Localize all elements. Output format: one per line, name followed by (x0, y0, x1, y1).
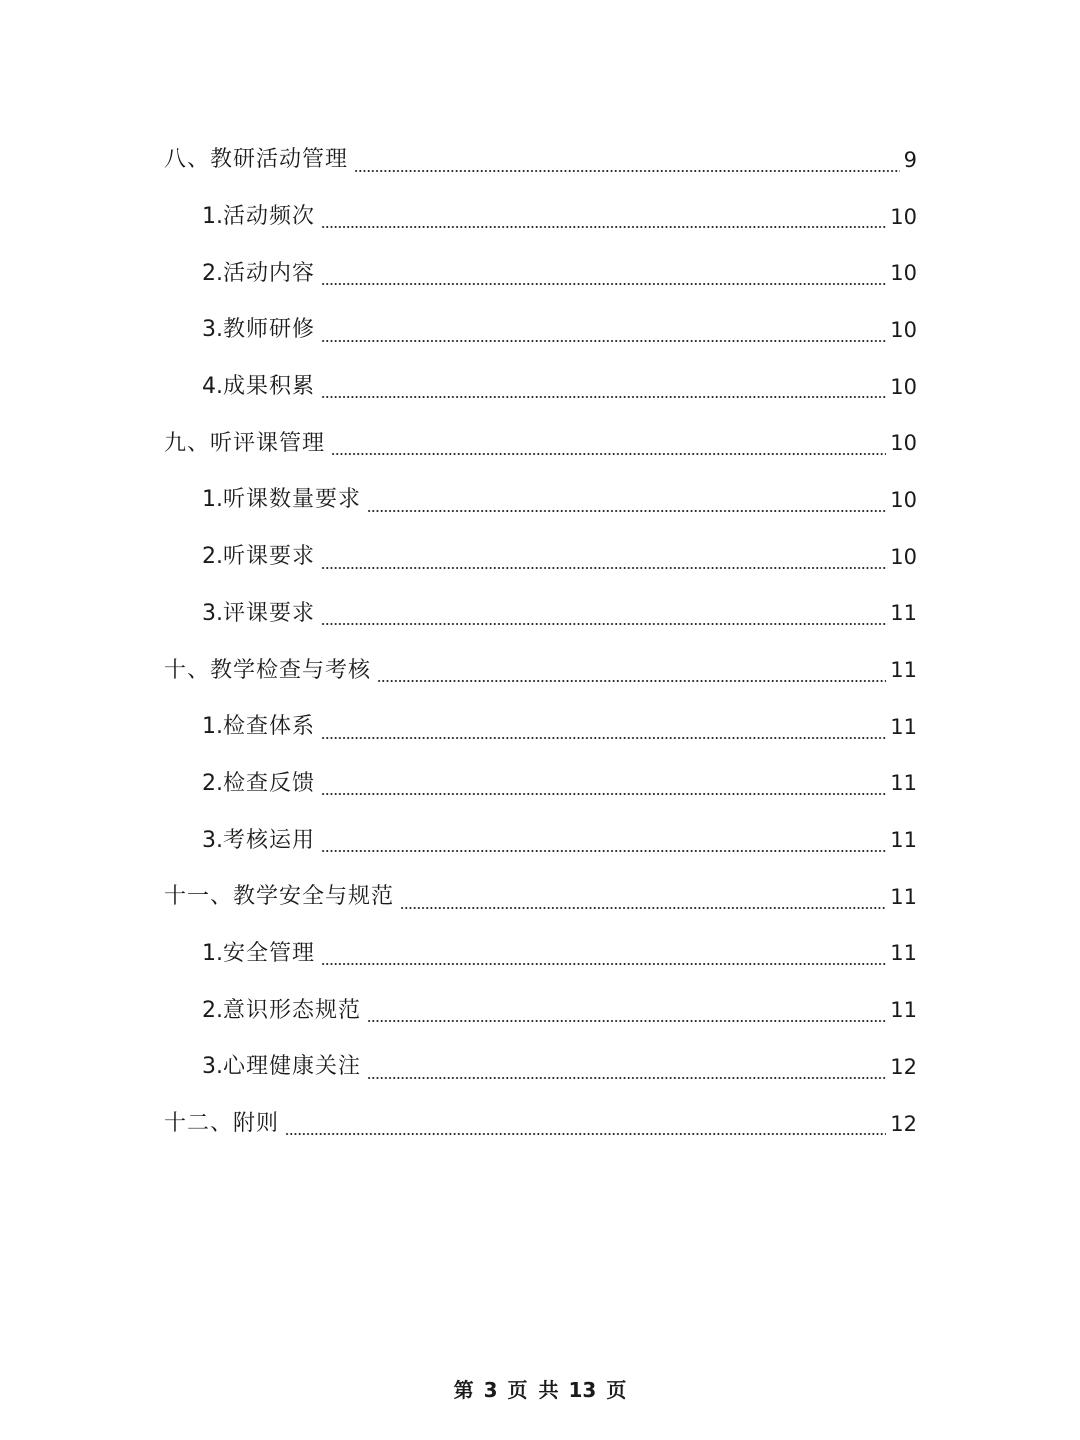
dot-leader (321, 340, 886, 342)
toc-entry-page-number: 11 (890, 884, 917, 909)
toc-entry-number: 2. (202, 997, 223, 1023)
toc-entry-text: 成果积累 (223, 374, 316, 400)
toc-entry-page-number: 10 (890, 261, 917, 286)
toc-entry-number: 2. (202, 770, 223, 796)
toc-entry-text: 十、教学检查与考核 (164, 657, 372, 683)
toc-entry-page-number: 11 (890, 771, 917, 796)
page-footer (0, 1374, 1080, 1403)
dot-leader (321, 226, 886, 228)
toc-entry-page-number: 10 (890, 431, 917, 456)
toc-entry-page-number: 11 (890, 658, 917, 683)
footer-word-ye: 页 (507, 1378, 528, 1402)
toc-entry-page-number: 11 (890, 714, 917, 739)
toc-entry-number: 2. (202, 260, 223, 286)
toc-entry[interactable] (0, 869, 1080, 926)
toc-entry-page-number: 10 (890, 487, 917, 512)
toc-entry[interactable] (0, 529, 1080, 586)
toc-entry-page-number: 10 (890, 204, 917, 229)
dot-leader (354, 170, 900, 172)
toc-entry-text: 检查反馈 (223, 770, 316, 796)
toc-entry[interactable] (0, 982, 1080, 1039)
toc-entry-text: 听课要求 (223, 544, 316, 570)
toc-entry-title (202, 600, 316, 626)
toc-entry[interactable] (0, 1096, 1080, 1153)
dot-leader (321, 567, 886, 569)
dot-leader (321, 396, 886, 398)
toc-entry-page-number: 10 (890, 374, 917, 399)
toc-entry[interactable] (0, 926, 1080, 983)
footer-total-pages: 13 (568, 1378, 597, 1402)
toc-entry-number: 1. (202, 714, 223, 740)
toc-entry-title (202, 716, 315, 738)
toc-entry-number: 4. (202, 374, 223, 400)
toc-entry-title (202, 260, 316, 286)
dot-leader (321, 850, 886, 852)
footer-word-di: 第 (453, 1378, 474, 1402)
dot-leader (377, 680, 886, 682)
toc-entry-page-number: 10 (890, 544, 917, 569)
dot-leader (321, 793, 886, 795)
toc-entry-title (202, 1056, 361, 1078)
dot-leader (367, 510, 886, 512)
dot-leader (367, 1020, 886, 1022)
toc-entry-text: 活动内容 (223, 260, 316, 286)
toc-entry-title (202, 376, 315, 398)
toc-entry-text: 九、听评课管理 (164, 430, 326, 456)
toc-entry[interactable] (0, 415, 1080, 472)
toc-entry[interactable] (0, 812, 1080, 869)
toc-entry-title (202, 770, 316, 796)
toc-entry-text: 考核运用 (223, 827, 316, 853)
dot-leader (400, 907, 886, 909)
toc-entry-text: 安全管理 (223, 940, 316, 966)
toc-entry-page-number: 12 (890, 1111, 917, 1136)
toc-entry-title (164, 1113, 279, 1135)
toc-entry-text: 意识形态规范 (223, 997, 362, 1023)
toc-entry-title (164, 430, 326, 456)
toc-entry-page-number: 11 (890, 828, 917, 853)
toc-entry-text: 八、教研活动管理 (164, 147, 349, 173)
dot-leader (321, 283, 886, 285)
toc-entry[interactable] (0, 586, 1080, 643)
toc-entry-number: 1. (202, 940, 223, 966)
toc-entry[interactable] (0, 359, 1080, 416)
toc-entry-number: 3. (202, 600, 223, 626)
toc-entry-title (202, 319, 315, 341)
toc-entry-page-number: 11 (890, 941, 917, 966)
toc-entry-page-number: 11 (890, 601, 917, 626)
dot-leader (321, 737, 886, 739)
toc-entry-page-number: 11 (890, 998, 917, 1023)
toc-entry-page-number: 12 (890, 1054, 917, 1079)
toc-entry-number: 3. (202, 827, 223, 853)
toc-entry-text: 十二、附则 (164, 1111, 280, 1137)
toc-entry-title (164, 886, 394, 908)
toc-entry-title (202, 546, 315, 568)
toc-entry-text: 听课数量要求 (223, 487, 362, 513)
toc-entry-title (202, 997, 362, 1023)
toc-entry[interactable] (0, 642, 1080, 699)
toc-entry-text: 心理健康关注 (223, 1054, 362, 1080)
toc-entry-page-number: 10 (890, 317, 917, 342)
toc-entry-number: 2. (202, 544, 223, 570)
toc-entry-text: 十一、教学安全与规范 (164, 884, 395, 910)
toc-entry-title (202, 489, 361, 511)
toc-entry[interactable] (0, 699, 1080, 756)
toc-entry-text: 教师研修 (223, 317, 316, 343)
toc-entry-number: 3. (202, 317, 223, 343)
dot-leader (285, 1133, 886, 1135)
toc-entry[interactable] (0, 245, 1080, 302)
toc-entry-text: 评课要求 (223, 600, 316, 626)
toc-entry-title (202, 827, 316, 853)
footer-current-page: 3 (483, 1378, 498, 1402)
toc-entry-page-number: 9 (903, 147, 917, 172)
toc-entry-number: 3. (202, 1054, 223, 1080)
toc-entry-title (202, 206, 315, 228)
toc-entry-title (164, 657, 372, 683)
toc-entry-text: 检查体系 (223, 714, 316, 740)
dot-leader (367, 1077, 886, 1079)
toc-entry[interactable] (0, 756, 1080, 813)
toc-entry-number: 1. (202, 204, 223, 230)
dot-leader (321, 623, 886, 625)
footer-word-ye-2: 页 (606, 1378, 627, 1402)
footer-word-gong: 共 (538, 1378, 559, 1402)
toc-entry-text: 活动频次 (223, 204, 316, 230)
toc-entry[interactable] (0, 189, 1080, 246)
table-of-contents (0, 132, 1080, 1152)
toc-entry[interactable] (0, 1039, 1080, 1096)
toc-entry-title (202, 940, 316, 966)
toc-entry[interactable] (0, 302, 1080, 359)
toc-entry-number: 1. (202, 487, 223, 513)
dot-leader (331, 453, 886, 455)
dot-leader (321, 963, 886, 965)
toc-entry[interactable] (0, 472, 1080, 529)
toc-entry[interactable] (0, 132, 1080, 189)
toc-entry-title (164, 149, 348, 171)
